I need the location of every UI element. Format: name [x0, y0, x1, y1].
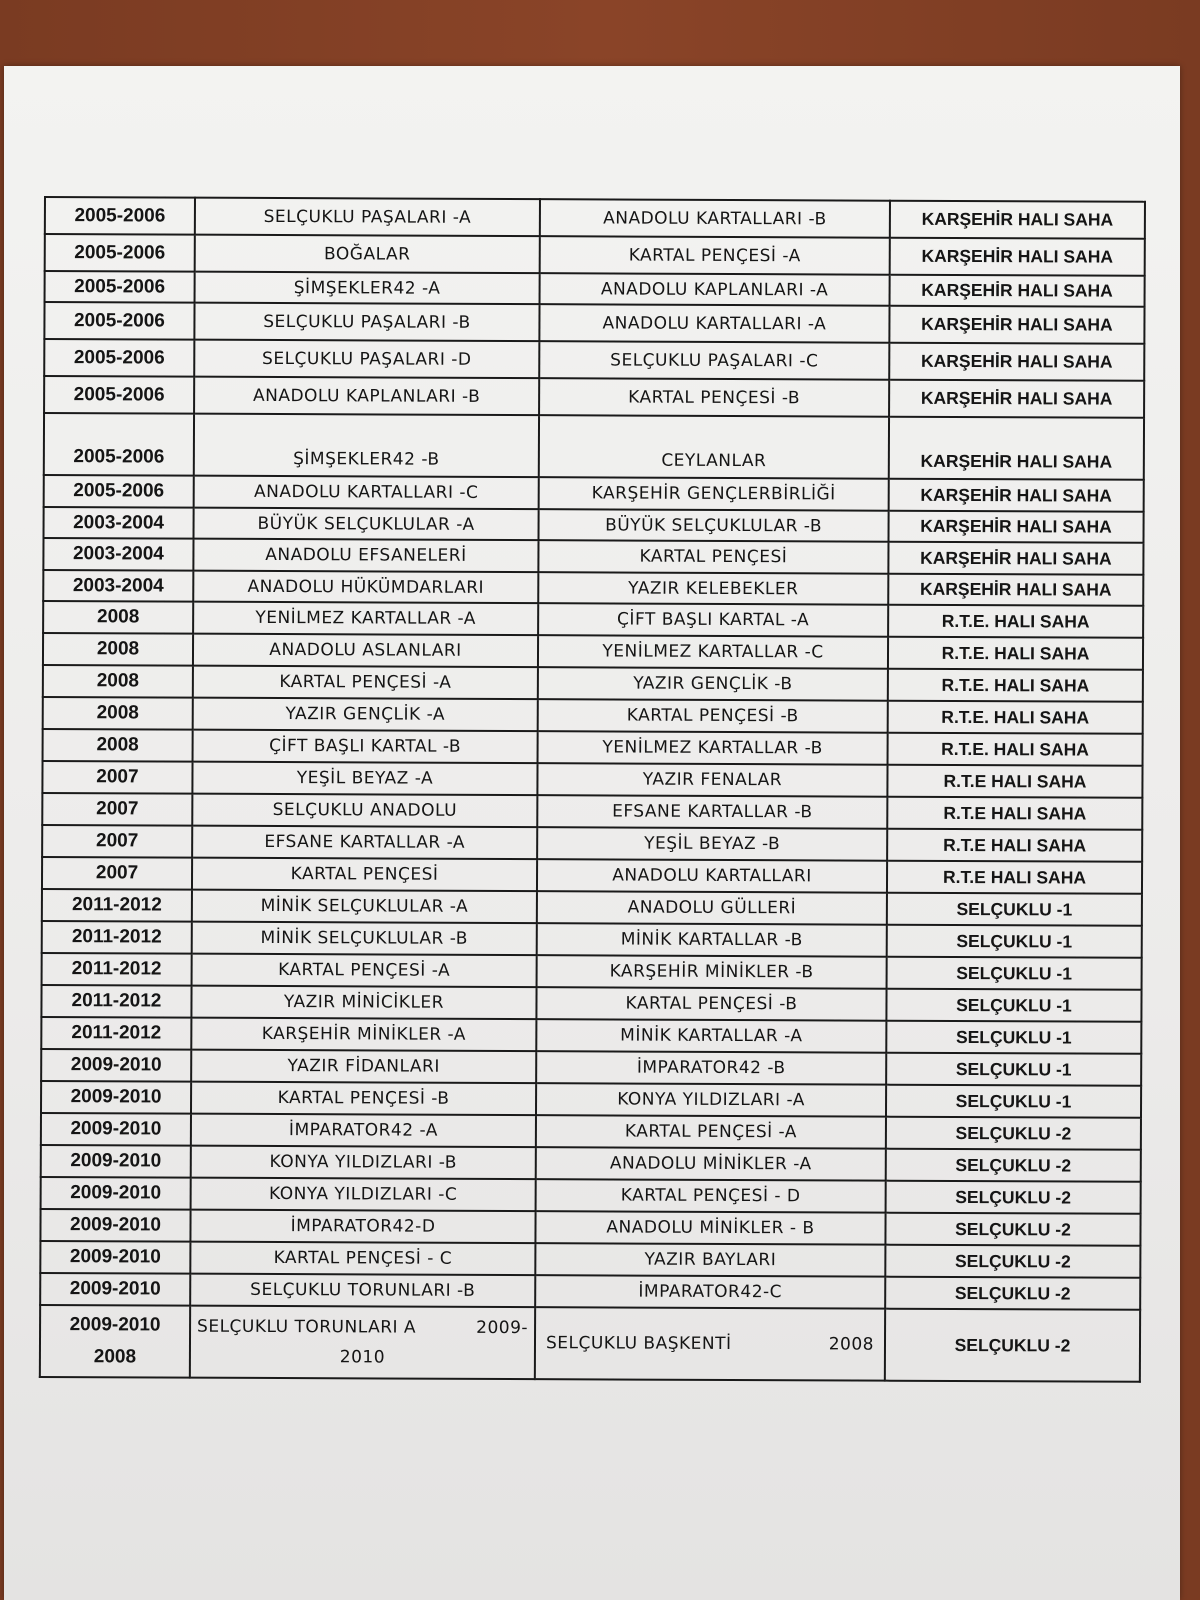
home-team-cell: ANADOLU KARTALLARI -C	[194, 476, 539, 510]
venue-cell: R.T.E. HALI SAHA	[888, 637, 1143, 670]
away-team-cell: İMPARATOR42-C	[535, 1275, 885, 1309]
home-team-cell: YAZIR FİDANLARI	[191, 1050, 536, 1084]
table-row	[45, 197, 1145, 239]
venue-cell: KARŞEHİR HALI SAHA	[889, 479, 1144, 512]
home-team-cell: KARTAL PENÇESİ - C	[190, 1242, 535, 1276]
table-row	[42, 761, 1142, 798]
age-group-cell: 2008	[43, 729, 193, 762]
home-team-cell: MİNİK SELÇUKLULAR -A	[192, 890, 537, 924]
table-row	[41, 1081, 1141, 1118]
age-group-cell: 2009-2010	[41, 1081, 191, 1114]
away-team-cell: KARTAL PENÇESİ	[538, 540, 888, 574]
table-row	[43, 570, 1143, 606]
age-group-cell: 2009-2010	[41, 1113, 191, 1146]
away-team-cell: ANADOLU MİNİKLER - B	[535, 1211, 885, 1245]
venue-cell: R.T.E. HALI SAHA	[888, 733, 1143, 766]
age-group-cell: 2005-2006	[44, 413, 194, 476]
table-row	[40, 1241, 1140, 1278]
home-team-cell: ANADOLU KAPLANLARI -B	[194, 377, 539, 416]
home-team-cell: SELÇUKLU ANADOLU	[192, 794, 537, 828]
venue-cell: SELÇUKLU -1	[886, 1021, 1141, 1054]
table-row	[43, 633, 1143, 670]
home-team-cell: EFSANE KARTALLAR -A	[192, 826, 537, 860]
age-group-cell: 2011-2012	[42, 953, 192, 986]
age-group-cell: 2009-2010	[41, 1145, 191, 1178]
table-row	[40, 1305, 1140, 1382]
home-team-cell: ÇİFT BAŞLI KARTAL -B	[193, 730, 538, 764]
age-group-cell: 2005-2006	[44, 339, 194, 377]
age-group-cell	[40, 1305, 190, 1378]
away-team-year: 2008	[828, 1334, 875, 1355]
table-row	[43, 729, 1143, 766]
table-row	[44, 475, 1144, 512]
table-row	[45, 234, 1145, 276]
venue-cell: KARŞEHİR HALI SAHA	[890, 201, 1145, 239]
away-team-cell: BÜYÜK SELÇUKLULAR -B	[539, 509, 889, 542]
venue-cell: SELÇUKLU -2	[885, 1277, 1140, 1310]
home-team-cell: YENİLMEZ KARTALLAR -A	[193, 602, 538, 636]
venue-cell: KARŞEHİR HALI SAHA	[889, 306, 1144, 344]
venue-cell: R.T.E HALI SAHA	[887, 797, 1142, 830]
table-row	[40, 1209, 1140, 1246]
away-team-cell: MİNİK KARTALLAR -B	[537, 923, 887, 957]
home-team-cell: KONYA YILDIZLARI -C	[191, 1178, 536, 1212]
away-team-cell: CEYLANLAR	[539, 415, 889, 479]
age-group-cell: 2009-2010	[41, 1177, 191, 1210]
home-team-cell: ŞİMŞEKLER42 -A	[195, 272, 540, 305]
age-group-cell: 2011-2012	[42, 921, 192, 954]
away-team-cell: YEŞİL BEYAZ -B	[537, 827, 887, 861]
age-group-cell: 2005-2006	[45, 197, 195, 235]
table-row	[41, 1145, 1141, 1182]
away-team-cell: ANADOLU KARTALLARI -B	[540, 199, 890, 238]
age-group-cell: 2007	[42, 793, 192, 826]
table-row	[41, 1177, 1141, 1214]
venue-cell: R.T.E HALI SAHA	[887, 861, 1142, 894]
home-team-cell: YEŞİL BEYAZ -A	[192, 762, 537, 796]
away-team-cell: KARTAL PENÇESİ -A	[540, 236, 890, 275]
away-team-cell	[535, 1307, 885, 1381]
away-team-cell: ANADOLU KAPLANLARI -A	[540, 273, 890, 306]
venue-cell: KARŞEHİR HALI SAHA	[888, 542, 1143, 575]
away-team-cell: MİNİK KARTALLAR -A	[536, 1019, 886, 1053]
venue-cell: SELÇUKLU -1	[887, 925, 1142, 958]
venue-cell: KARŞEHİR HALI SAHA	[889, 343, 1144, 381]
table-row	[42, 889, 1142, 926]
venue-cell: SELÇUKLU -2	[885, 1245, 1140, 1278]
table-row	[42, 825, 1142, 862]
table-row	[42, 953, 1142, 990]
home-team-cell: YAZIR GENÇLİK -A	[193, 698, 538, 732]
table-row	[44, 507, 1144, 543]
home-team-cell: KARTAL PENÇESİ -B	[191, 1082, 536, 1116]
table-row	[44, 413, 1144, 480]
age-group-cell: 2003-2004	[43, 570, 193, 602]
table-row	[43, 601, 1143, 638]
table-row	[44, 376, 1144, 418]
venue-cell: R.T.E HALI SAHA	[887, 765, 1142, 798]
venue-cell: R.T.E. HALI SAHA	[888, 605, 1143, 638]
away-team-cell: KARTAL PENÇESİ -B	[539, 378, 889, 417]
home-team-cell: KARTAL PENÇESİ -A	[192, 954, 537, 988]
away-team-cell: YAZIR BAYLARI	[535, 1243, 885, 1277]
venue-cell: R.T.E. HALI SAHA	[888, 669, 1143, 702]
away-team-cell: ÇİFT BAŞLI KARTAL -A	[538, 603, 888, 637]
table-row	[43, 697, 1143, 734]
age-group-cell: 2008	[43, 601, 193, 634]
home-team-year-continued: 2010	[339, 1347, 386, 1368]
age-group-cell: 2003-2004	[43, 538, 193, 571]
venue-cell: SELÇUKLU -1	[887, 957, 1142, 990]
venue-cell: KARŞEHİR HALI SAHA	[890, 275, 1145, 307]
age-group-cell: 2005-2006	[44, 376, 194, 414]
home-team-name: SELÇUKLU TORUNLARI A	[197, 1316, 417, 1338]
venue-cell: SELÇUKLU -2	[885, 1309, 1140, 1382]
venue-cell: SELÇUKLU -1	[886, 1053, 1141, 1086]
age-group-cell: 2008	[43, 697, 193, 730]
home-team-cell	[190, 1306, 535, 1380]
venue-cell: R.T.E. HALI SAHA	[888, 701, 1143, 734]
home-team-cell: KONYA YILDIZLARI -B	[191, 1146, 536, 1180]
fixture-table	[39, 196, 1146, 1383]
venue-cell: KARŞEHİR HALI SAHA	[889, 417, 1144, 480]
away-team-name: SELÇUKLU BAŞKENTİ	[545, 1333, 732, 1355]
age-group-cell: 2009-2010	[40, 1273, 190, 1306]
venue-cell: R.T.E HALI SAHA	[887, 829, 1142, 862]
age-group-cell: 2003-2004	[44, 507, 194, 539]
age-group-cell: 2008	[43, 665, 193, 698]
table-row	[40, 1273, 1140, 1310]
home-team-cell: KARTAL PENÇESİ -A	[193, 666, 538, 700]
table-row	[42, 793, 1142, 830]
home-team-cell: BOĞALAR	[195, 235, 540, 274]
age-group-cell: 2011-2012	[42, 889, 192, 922]
venue-cell: SELÇUKLU -2	[885, 1213, 1140, 1246]
venue-cell: SELÇUKLU -2	[886, 1149, 1141, 1182]
venue-cell: SELÇUKLU -2	[886, 1117, 1141, 1150]
away-team-cell: İMPARATOR42 -B	[536, 1051, 886, 1085]
home-team-cell: İMPARATOR42 -A	[191, 1114, 536, 1148]
away-team-cell: KARTAL PENÇESİ -A	[536, 1115, 886, 1149]
table-row	[41, 985, 1141, 1022]
age-group-line: 2009-2010	[69, 1314, 161, 1336]
away-team-cell: KONYA YILDIZLARI -A	[536, 1083, 886, 1117]
away-team-cell: YAZIR GENÇLİK -B	[538, 667, 888, 701]
away-team-cell: YAZIR FENALAR	[537, 763, 887, 797]
home-team-cell: ANADOLU ASLANLARI	[193, 634, 538, 668]
table-row	[44, 302, 1144, 344]
home-team-cell: ANADOLU EFSANELERİ	[193, 539, 538, 573]
home-team-cell: MİNİK SELÇUKLULAR -B	[192, 922, 537, 956]
age-group-cell: 2009-2010	[40, 1241, 190, 1274]
away-team-cell: YAZIR KELEBEKLER	[538, 572, 888, 605]
away-team-cell: KARTAL PENÇESİ - D	[536, 1179, 886, 1213]
away-team-cell: YENİLMEZ KARTALLAR -B	[538, 731, 888, 765]
away-team-cell: KARTAL PENÇESİ -B	[538, 699, 888, 733]
away-team-cell: SELÇUKLU PAŞALARI -C	[539, 341, 889, 380]
table-row	[43, 665, 1143, 702]
age-group-cell: 2007	[42, 825, 192, 858]
age-group-line: 2008	[93, 1346, 137, 1368]
venue-cell: SELÇUKLU -1	[887, 893, 1142, 926]
age-group-cell: 2007	[42, 761, 192, 794]
home-team-cell: İMPARATOR42-D	[190, 1210, 535, 1244]
home-team-cell: KARTAL PENÇESİ	[192, 858, 537, 892]
away-team-cell: EFSANE KARTALLAR -B	[537, 795, 887, 829]
table-row	[41, 1113, 1141, 1150]
table-row	[42, 857, 1142, 894]
age-group-cell: 2009-2010	[41, 1049, 191, 1082]
venue-cell: KARŞEHİR HALI SAHA	[888, 511, 1143, 543]
venue-cell: SELÇUKLU -1	[886, 1085, 1141, 1118]
away-team-cell: ANADOLU KARTALLARI	[537, 859, 887, 893]
table-row	[41, 1017, 1141, 1054]
away-team-cell: YENİLMEZ KARTALLAR -C	[538, 635, 888, 669]
age-group-cell: 2011-2012	[41, 1017, 191, 1050]
table-row	[41, 1049, 1141, 1086]
home-team-cell: ANADOLU HÜKÜMDARLARI	[193, 571, 538, 604]
fixture-table-body	[40, 197, 1145, 1382]
home-team-year: 2009-	[476, 1317, 529, 1339]
age-group-cell: 2007	[42, 857, 192, 890]
paper-sheet	[4, 66, 1180, 1600]
away-team-cell: ANADOLU KARTALLARI -A	[539, 304, 889, 343]
venue-cell: KARŞEHİR HALI SAHA	[888, 574, 1143, 606]
age-group-cell: 2009-2010	[40, 1209, 190, 1242]
home-team-cell: ŞİMŞEKLER42 -B	[194, 414, 539, 478]
age-group-cell: 2005-2006	[44, 475, 194, 508]
home-team-cell: SELÇUKLU PAŞALARI -B	[194, 303, 539, 342]
age-group-cell: 2011-2012	[41, 985, 191, 1018]
venue-cell: KARŞEHİR HALI SAHA	[889, 380, 1144, 418]
away-team-cell: KARŞEHİR GENÇLERBİRLİĞİ	[539, 477, 889, 511]
age-group-cell: 2005-2006	[45, 234, 195, 272]
table-row	[45, 271, 1145, 307]
home-team-cell: BÜYÜK SELÇUKLULAR -A	[194, 508, 539, 541]
away-team-cell: KARTAL PENÇESİ -B	[536, 987, 886, 1021]
home-team-cell: SELÇUKLU PAŞALARI -D	[194, 340, 539, 379]
away-team-cell: KARŞEHİR MİNİKLER -B	[537, 955, 887, 989]
home-team-cell: YAZIR MİNİCİKLER	[191, 986, 536, 1020]
age-group-cell: 2008	[43, 633, 193, 666]
away-team-cell: ANADOLU MİNİKLER -A	[536, 1147, 886, 1181]
home-team-cell: SELÇUKLU TORUNLARI -B	[190, 1274, 535, 1308]
table-row	[44, 339, 1144, 381]
table-row	[43, 538, 1143, 575]
table-row	[42, 921, 1142, 958]
home-team-cell: SELÇUKLU PAŞALARI -A	[195, 198, 540, 237]
age-group-cell: 2005-2006	[45, 271, 195, 303]
venue-cell: SELÇUKLU -2	[886, 1181, 1141, 1214]
venue-cell: KARŞEHİR HALI SAHA	[890, 238, 1145, 276]
age-group-cell: 2005-2006	[44, 302, 194, 340]
away-team-cell: ANADOLU GÜLLERİ	[537, 891, 887, 925]
home-team-cell: KARŞEHİR MİNİKLER -A	[191, 1018, 536, 1052]
venue-cell: SELÇUKLU -1	[886, 989, 1141, 1022]
